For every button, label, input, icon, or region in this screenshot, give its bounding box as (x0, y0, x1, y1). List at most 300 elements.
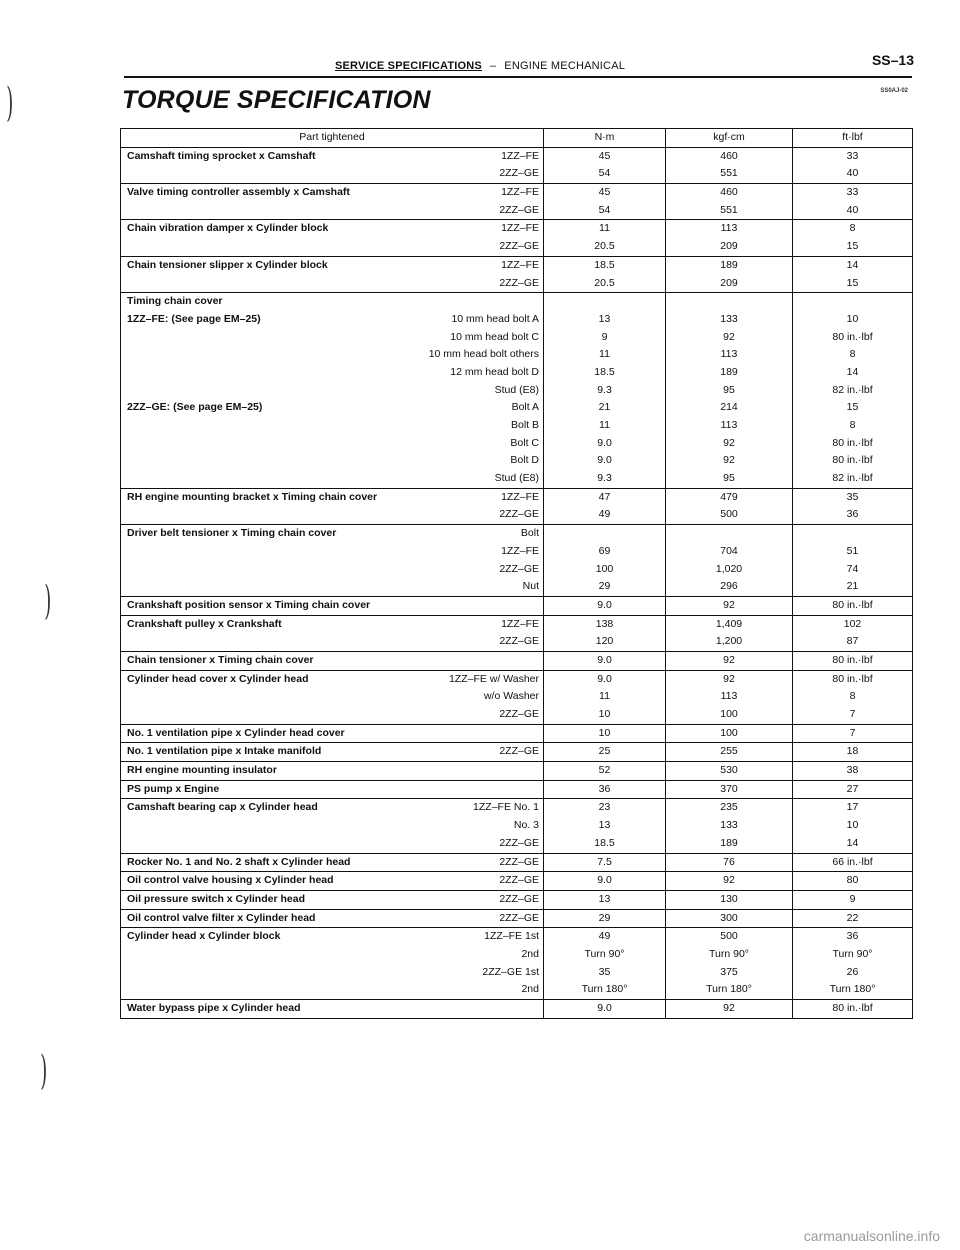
ft-lbf-cell (793, 488, 913, 524)
nm-value: 49 (598, 930, 611, 943)
nm-value: 9.0 (597, 454, 612, 467)
kgf-cm-value (666, 525, 792, 543)
kgf-cm-cell (666, 293, 793, 489)
ft-lbf-value: 8 (849, 419, 856, 432)
kgf-cm-value: 95 (723, 472, 735, 485)
table-row (121, 780, 913, 799)
kgf-cm-cell (666, 724, 793, 743)
part-variant: 1ZZ–FE w/ Washer (448, 672, 539, 685)
nm-value (544, 293, 665, 311)
part-line (121, 506, 543, 524)
nm-value: 9.0 (597, 672, 612, 685)
kgf-cm-value: 209 (720, 240, 738, 253)
nm-cell (544, 596, 666, 615)
nm-value: 29 (598, 911, 611, 924)
part-label: No. 1 ventilation pipe x Cylinder head cover (127, 726, 345, 739)
binding-mark: ) (44, 578, 52, 624)
nm-cell (544, 651, 666, 670)
kgf-cm-value: 209 (720, 276, 738, 289)
table-row (121, 220, 913, 256)
part-label: No. 1 ventilation pipe x Intake manifold (127, 745, 322, 758)
part-line (121, 543, 543, 561)
kgf-cm-value: 92 (723, 454, 735, 467)
ft-lbf-value: 14 (846, 365, 859, 378)
col-nm: N·m (544, 129, 666, 148)
nm-cell (544, 293, 666, 489)
table-row (121, 670, 913, 724)
part-variant: Bolt D (510, 454, 539, 467)
kgf-cm-value: 113 (720, 222, 738, 235)
part-line (121, 835, 543, 853)
table-row (121, 724, 913, 743)
table-row (121, 615, 913, 651)
part-variant: 2ZZ–GE (499, 276, 539, 289)
ft-lbf-cell (793, 780, 913, 799)
part-line (121, 165, 543, 183)
kgf-cm-cell (666, 1000, 793, 1019)
table-row (121, 184, 913, 220)
kgf-cm-cell (666, 780, 793, 799)
kgf-cm-cell (666, 872, 793, 891)
part-variant: Bolt (520, 527, 539, 540)
kgf-cm-value: 92 (723, 653, 735, 666)
nm-cell (544, 799, 666, 853)
ft-lbf-value: 36 (846, 930, 859, 943)
part-label: Water bypass pipe x Cylinder head (127, 1002, 301, 1015)
nm-value: 9.0 (597, 1002, 612, 1015)
ft-lbf-value: 80 in.·lbf (832, 598, 873, 611)
kgf-cm-value: 133 (720, 312, 738, 325)
part-variant: 2ZZ–GE (499, 892, 539, 905)
ft-lbf-value: 36 (846, 508, 859, 521)
part-variant: 10 mm head bolt others (428, 348, 539, 361)
col-kgf-cm: kgf·cm (666, 129, 793, 148)
kgf-cm-value: 1,020 (715, 562, 743, 575)
part-label: Crankshaft position sensor x Timing chain cover (127, 598, 371, 611)
nm-cell (544, 525, 666, 597)
kgf-cm-value: 500 (720, 508, 738, 521)
kgf-cm-value: Turn 180° (706, 983, 752, 996)
part-label: RH engine mounting bracket x Timing chain cover (127, 490, 378, 503)
part-tightened-cell (121, 724, 544, 743)
part-line (121, 725, 543, 743)
ft-lbf-value: Turn 90° (832, 947, 873, 960)
section-name: SERVICE SPECIFICATIONS (334, 60, 482, 72)
ft-lbf-value: 15 (846, 240, 859, 253)
ft-lbf-value: 22 (846, 911, 859, 924)
nm-value: 9.0 (597, 653, 612, 666)
nm-value: 11 (599, 348, 610, 361)
part-line (121, 346, 543, 364)
table-row (121, 525, 913, 597)
part-variant: 1ZZ–FE No. 1 (473, 801, 539, 814)
kgf-cm-value: 214 (720, 401, 738, 414)
kgf-cm-value: 92 (723, 1002, 735, 1015)
kgf-cm-value: 1,409 (715, 617, 743, 630)
kgf-cm-value: 551 (720, 203, 738, 216)
table-row (121, 890, 913, 909)
kgf-cm-value: 189 (720, 258, 738, 271)
table-row (121, 488, 913, 524)
part-tightened-cell (121, 651, 544, 670)
torque-table (120, 128, 913, 1019)
subsection-name: ENGINE MECHANICAL (504, 60, 626, 72)
kgf-cm-cell (666, 651, 793, 670)
part-variant: 2ZZ–GE (499, 855, 539, 868)
kgf-cm-value: 530 (720, 764, 738, 777)
nm-value: 10 (598, 726, 611, 739)
nm-value: 120 (595, 635, 614, 648)
document-code: SS0AJ-02 (880, 88, 908, 94)
ft-lbf-value: 35 (846, 490, 859, 503)
ft-lbf-value: 102 (843, 617, 862, 630)
nm-cell (544, 780, 666, 799)
page-title: TORQUE SPECIFICATION (122, 86, 431, 114)
page-number: SS–13 (871, 52, 914, 68)
part-line (121, 817, 543, 835)
kgf-cm-value: 92 (723, 672, 735, 685)
ft-lbf-value (793, 525, 912, 543)
nm-value: 18.5 (594, 365, 615, 378)
part-label: Oil control valve filter x Cylinder head (127, 911, 316, 924)
kgf-cm-value: 551 (720, 167, 738, 180)
kgf-cm-value: 235 (720, 801, 738, 814)
nm-value: 9 (601, 330, 608, 343)
part-line (121, 578, 543, 596)
ft-lbf-value: 38 (846, 764, 859, 777)
part-line (121, 706, 543, 724)
part-label: Crankshaft pulley x Crankshaft (127, 617, 282, 630)
ft-lbf-value: 17 (846, 801, 859, 814)
header-rule (124, 76, 912, 78)
ft-lbf-cell (793, 724, 913, 743)
part-label: Valve timing controller assembly x Camshaft (127, 186, 350, 199)
part-tightened-cell (121, 853, 544, 872)
ft-lbf-cell (793, 670, 913, 724)
part-variant: Nut (522, 580, 539, 593)
part-line (121, 964, 543, 982)
ft-lbf-value: 80 (846, 874, 859, 887)
kgf-cm-cell (666, 853, 793, 872)
ft-lbf-value: 66 in.·lbf (832, 855, 873, 868)
ft-lbf-value: 40 (846, 167, 859, 180)
ft-lbf-cell (793, 525, 913, 597)
part-tightened-cell (121, 256, 544, 292)
col-part-tightened: Part tightened (121, 129, 544, 148)
part-variant: 1ZZ–FE (501, 149, 539, 162)
kgf-cm-cell (666, 220, 793, 256)
part-line (121, 311, 543, 329)
ft-lbf-value: 80 in.·lbf (832, 672, 873, 685)
ft-lbf-value: 80 in.·lbf (832, 653, 873, 666)
part-label: Chain vibration damper x Cylinder block (127, 222, 329, 235)
part-tightened-cell (121, 872, 544, 891)
kgf-cm-cell (666, 596, 793, 615)
part-tightened-cell (121, 909, 544, 928)
nm-value: 11 (599, 690, 610, 703)
part-line (121, 470, 543, 488)
kgf-cm-value: Turn 90° (709, 947, 749, 960)
part-line (121, 616, 543, 634)
table-row (121, 872, 913, 891)
table-row (121, 853, 913, 872)
nm-value: 29 (598, 580, 611, 593)
part-variant: Stud (E8) (494, 472, 539, 485)
part-variant: 1ZZ–FE 1st (484, 930, 539, 943)
part-variant: 1ZZ–FE (501, 544, 539, 557)
ft-lbf-value: 15 (846, 401, 859, 414)
part-variant: 12 mm head bolt D (450, 365, 539, 378)
part-line (121, 489, 543, 507)
kgf-cm-value: 133 (720, 819, 738, 832)
nm-value: 23 (598, 801, 611, 814)
table-row (121, 147, 913, 183)
part-line (121, 891, 543, 909)
part-label: Cylinder head cover x Cylinder head (127, 672, 309, 685)
ft-lbf-value: 80 in.·lbf (832, 436, 873, 449)
part-line (121, 202, 543, 220)
part-variant: 2ZZ–GE (499, 508, 539, 521)
kgf-cm-cell (666, 799, 793, 853)
ft-lbf-value: 21 (846, 580, 859, 593)
part-tightened-cell (121, 615, 544, 651)
part-label: Chain tensioner x Timing chain cover (127, 653, 314, 666)
part-line (121, 293, 543, 311)
nm-cell (544, 256, 666, 292)
ft-lbf-value: 33 (846, 186, 859, 199)
nm-cell (544, 670, 666, 724)
binding-mark: ) (40, 1048, 48, 1094)
part-variant: 1ZZ–FE (501, 617, 539, 630)
kgf-cm-value: 1,200 (715, 635, 743, 648)
ft-lbf-value: 82 in.·lbf (832, 383, 873, 396)
part-label: Oil pressure switch x Cylinder head (127, 892, 305, 905)
kgf-cm-cell (666, 525, 793, 597)
part-variant: 2ZZ–GE (499, 745, 539, 758)
part-line (121, 417, 543, 435)
ft-lbf-value: 33 (846, 149, 859, 162)
kgf-cm-value: 92 (723, 598, 735, 611)
part-tightened-cell (121, 220, 544, 256)
binding-mark: ) (6, 80, 14, 126)
ft-lbf-value: 80 in.·lbf (832, 330, 873, 343)
part-tightened-cell (121, 147, 544, 183)
ft-lbf-cell (793, 762, 913, 781)
part-variant: 2ZZ–GE (499, 874, 539, 887)
kgf-cm-cell (666, 670, 793, 724)
nm-value: 54 (598, 203, 611, 216)
ft-lbf-value: 80 in.·lbf (832, 454, 873, 467)
nm-value: 13 (598, 892, 611, 905)
part-label: Cylinder head x Cylinder block (127, 930, 281, 943)
part-line (121, 1000, 543, 1018)
ft-lbf-value: 18 (846, 745, 859, 758)
part-line (121, 220, 543, 238)
nm-value: 18.5 (594, 836, 615, 849)
kgf-cm-value: 460 (720, 186, 738, 199)
kgf-cm-value: 296 (720, 580, 738, 593)
kgf-cm-cell (666, 184, 793, 220)
nm-value: 9.0 (597, 598, 612, 611)
part-variant: 1ZZ–FE (501, 490, 539, 503)
part-tightened-cell (121, 525, 544, 597)
table-row (121, 909, 913, 928)
part-variant: Bolt A (511, 401, 539, 414)
part-variant: w/o Washer (483, 690, 539, 703)
nm-value: 18.5 (594, 258, 615, 271)
table-row (121, 596, 913, 615)
table-row (121, 799, 913, 853)
nm-value: 20.5 (594, 276, 615, 289)
kgf-cm-value: 76 (723, 855, 735, 868)
kgf-cm-cell (666, 909, 793, 928)
nm-value: 21 (598, 401, 611, 414)
kgf-cm-cell (666, 928, 793, 1000)
part-line (121, 781, 543, 799)
ft-lbf-value: 8 (849, 222, 856, 235)
part-variant: 2ZZ–GE (499, 836, 539, 849)
nm-cell (544, 220, 666, 256)
nm-value: 9.3 (597, 383, 612, 396)
part-line (121, 743, 543, 761)
part-variant: 10 mm head bolt A (451, 312, 539, 325)
part-variant: 1ZZ–FE (501, 258, 539, 271)
ft-lbf-cell (793, 293, 913, 489)
part-line (121, 275, 543, 293)
ft-lbf-value: 80 in.·lbf (832, 1002, 873, 1015)
nm-value: Turn 90° (584, 947, 625, 960)
nm-value: 45 (598, 149, 611, 162)
header-separator: – (489, 60, 497, 72)
part-variant: 2ZZ–GE (499, 635, 539, 648)
ft-lbf-value: 10 (846, 312, 859, 325)
part-label: Driver belt tensioner x Timing chain cover (127, 527, 337, 540)
part-line (121, 981, 543, 999)
watermark: carmanualsonline.info (803, 1228, 940, 1244)
part-tightened-cell (121, 743, 544, 762)
ft-lbf-cell (793, 743, 913, 762)
ft-lbf-value: 8 (849, 348, 856, 361)
part-label: Camshaft timing sprocket x Camshaft (127, 149, 316, 162)
ft-lbf-cell (793, 615, 913, 651)
ft-lbf-value: 27 (846, 782, 859, 795)
ft-lbf-value: 74 (846, 562, 859, 575)
kgf-cm-value: 300 (720, 911, 738, 924)
kgf-cm-value: 189 (720, 365, 738, 378)
running-header (0, 60, 960, 72)
nm-value: 11 (599, 419, 610, 432)
ft-lbf-cell (793, 651, 913, 670)
part-variant: Bolt B (510, 419, 539, 432)
nm-value: 100 (595, 562, 614, 575)
ft-lbf-value: 26 (846, 965, 859, 978)
kgf-cm-value: 370 (720, 782, 738, 795)
table-row (121, 1000, 913, 1019)
part-label: PS pump x Engine (127, 782, 220, 795)
nm-value (544, 525, 665, 543)
nm-value: 49 (598, 508, 611, 521)
ft-lbf-value (793, 293, 912, 311)
nm-value: 69 (598, 544, 611, 557)
nm-cell (544, 890, 666, 909)
nm-value: 45 (598, 186, 611, 199)
nm-value: 138 (595, 617, 614, 630)
ft-lbf-cell (793, 872, 913, 891)
ft-lbf-value: 87 (846, 635, 859, 648)
part-variant: 2ZZ–GE 1st (482, 965, 539, 978)
nm-value: 11 (599, 222, 610, 235)
part-label: Oil control valve housing x Cylinder head (127, 874, 334, 887)
table-row (121, 256, 913, 292)
part-tightened-cell (121, 799, 544, 853)
kgf-cm-cell (666, 488, 793, 524)
ft-lbf-cell (793, 220, 913, 256)
kgf-cm-value: 130 (720, 892, 738, 905)
table-row (121, 293, 913, 489)
nm-cell (544, 909, 666, 928)
nm-value: 9.3 (597, 472, 612, 485)
ft-lbf-cell (793, 853, 913, 872)
nm-cell (544, 147, 666, 183)
nm-cell (544, 615, 666, 651)
nm-cell (544, 872, 666, 891)
part-line (121, 525, 543, 543)
ft-lbf-cell (793, 799, 913, 853)
part-label: 1ZZ–FE: (See page EM–25) (127, 312, 261, 325)
part-line (121, 238, 543, 256)
part-variant: 1ZZ–FE (501, 222, 539, 235)
part-variant: 2ZZ–GE (499, 708, 539, 721)
nm-value: 20.5 (594, 240, 615, 253)
ft-lbf-value: 9 (849, 892, 856, 905)
nm-value: 52 (598, 764, 611, 777)
ft-lbf-value: 10 (846, 819, 859, 832)
part-label: Camshaft bearing cap x Cylinder head (127, 801, 318, 814)
ft-lbf-cell (793, 184, 913, 220)
part-label: 2ZZ–GE: (See page EM–25) (127, 401, 263, 414)
kgf-cm-value: 100 (720, 726, 738, 739)
ft-lbf-cell (793, 596, 913, 615)
kgf-cm-value: 704 (720, 544, 738, 557)
ft-lbf-cell (793, 1000, 913, 1019)
table-row (121, 651, 913, 670)
nm-value: 13 (598, 312, 611, 325)
kgf-cm-value: 92 (723, 330, 735, 343)
kgf-cm-value: 479 (720, 490, 738, 503)
nm-value: 47 (598, 490, 611, 503)
part-variant: 10 mm head bolt C (450, 330, 539, 343)
part-variant: 2ZZ–GE (499, 911, 539, 924)
part-variant: 2ZZ–GE (499, 203, 539, 216)
nm-value: 35 (598, 965, 611, 978)
part-tightened-cell (121, 670, 544, 724)
part-variant: No. 3 (513, 819, 539, 832)
part-line (121, 671, 543, 689)
part-variant: 1ZZ–FE (501, 186, 539, 199)
ft-lbf-value: 8 (849, 690, 856, 703)
table-row (121, 762, 913, 781)
part-line (121, 329, 543, 347)
ft-lbf-value: 7 (849, 708, 856, 721)
part-line (121, 452, 543, 470)
part-label: Timing chain cover (127, 295, 223, 308)
ft-lbf-cell (793, 890, 913, 909)
nm-value: 9.0 (597, 874, 612, 887)
kgf-cm-value (666, 293, 792, 311)
kgf-cm-value: 255 (720, 745, 738, 758)
part-line (121, 854, 543, 872)
kgf-cm-value: 500 (720, 930, 738, 943)
